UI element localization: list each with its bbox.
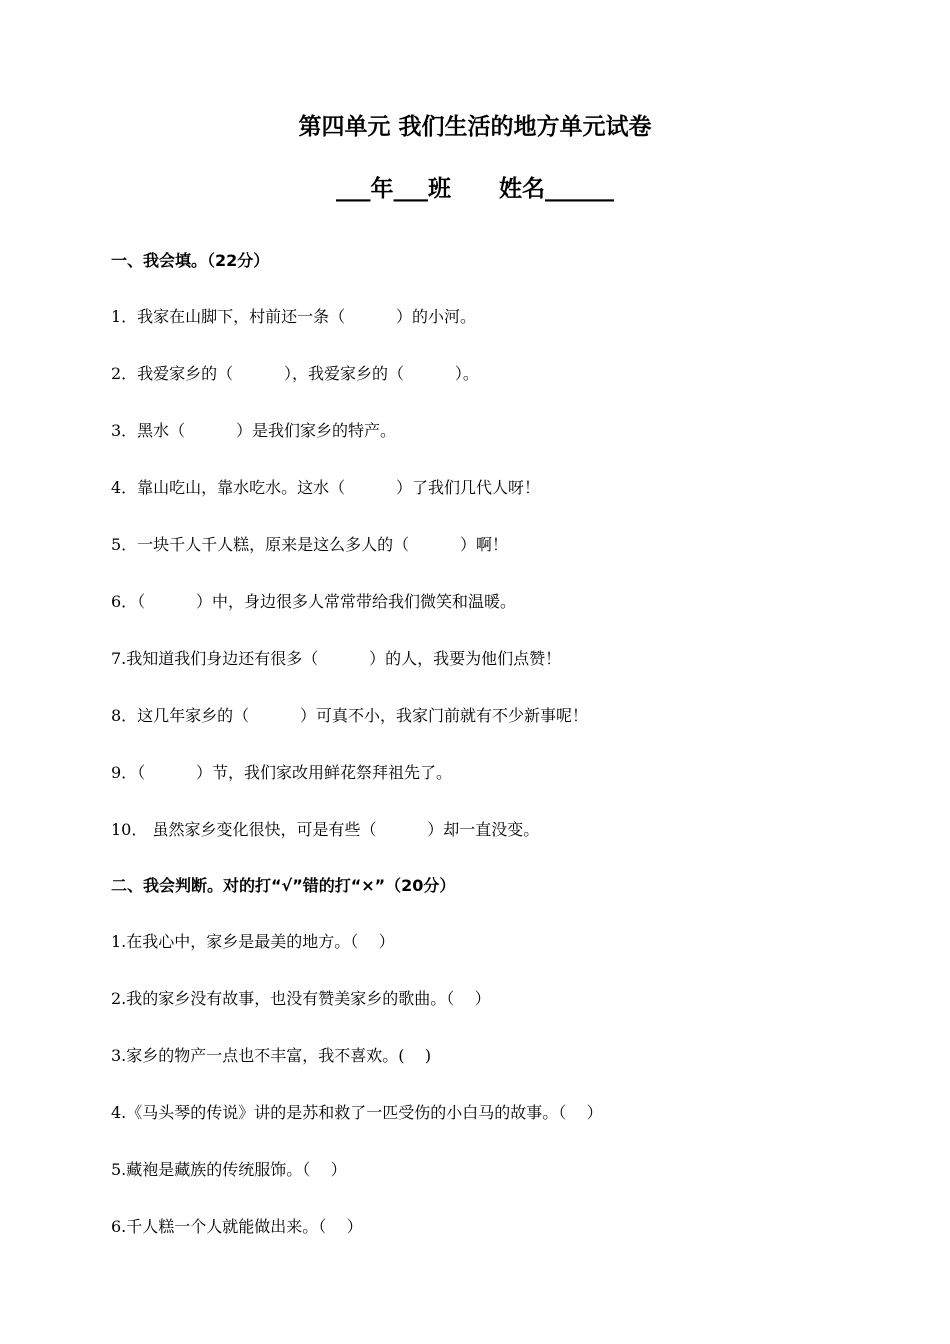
section-2-heading: 二、我会判断。对的打“√”错的打“×”（20分） bbox=[111, 876, 456, 895]
judge-question-3: 3.家乡的物产一点也不丰富，我不喜欢。( ) bbox=[111, 1046, 432, 1065]
fill-question-5: 5．一块千人千人糕，原来是这么多人的（ ）啊！ bbox=[111, 535, 509, 554]
fill-question-1: 1．我家在山脚下，村前还一条（ ）的小河。 bbox=[111, 307, 477, 326]
fill-question-3: 3．黑水（ ）是我们家乡的特产。 bbox=[111, 421, 397, 440]
fill-question-9: 9．（ ）节，我们家改用鲜花祭拜祖先了。 bbox=[111, 763, 453, 782]
fill-question-6: 6．（ ）中，身边很多人常常带给我们微笑和温暖。 bbox=[111, 592, 517, 611]
fill-question-10: 10． 虽然家乡变化很快，可是有些（ ）却一直没变。 bbox=[111, 820, 540, 839]
page-title: 第四单元 我们生活的地方单元试卷 bbox=[298, 114, 652, 140]
judge-question-2: 2.我的家乡没有故事，也没有赞美家乡的歌曲。（ ） bbox=[111, 989, 491, 1008]
fill-question-8: 8．这几年家乡的（ ）可真不小，我家门前就有不少新事呢！ bbox=[111, 706, 589, 725]
student-info-line: ___年___班 姓名______ bbox=[335, 176, 615, 202]
section-1-heading: 一、我会填。（22分） bbox=[111, 251, 270, 270]
fill-question-7: 7.我知道我们身边还有很多（ ）的人，我要为他们点赞！ bbox=[111, 649, 562, 668]
judge-question-4: 4.《马头琴的传说》讲的是苏和救了一匹受伤的小白马的故事。（ ） bbox=[111, 1103, 603, 1122]
judge-question-6: 6.千人糕一个人就能做出来。（ ） bbox=[111, 1217, 363, 1236]
judge-question-5: 5.藏袍是藏族的传统服饰。（ ） bbox=[111, 1160, 347, 1179]
judge-question-1: 1.在我心中，家乡是最美的地方。（ ） bbox=[111, 932, 395, 951]
fill-question-4: 4．靠山吃山，靠水吃水。这水（ ）了我们几代人呀！ bbox=[111, 478, 541, 497]
fill-question-2: 2．我爱家乡的（ ），我爱家乡的（ ）。 bbox=[111, 364, 479, 383]
